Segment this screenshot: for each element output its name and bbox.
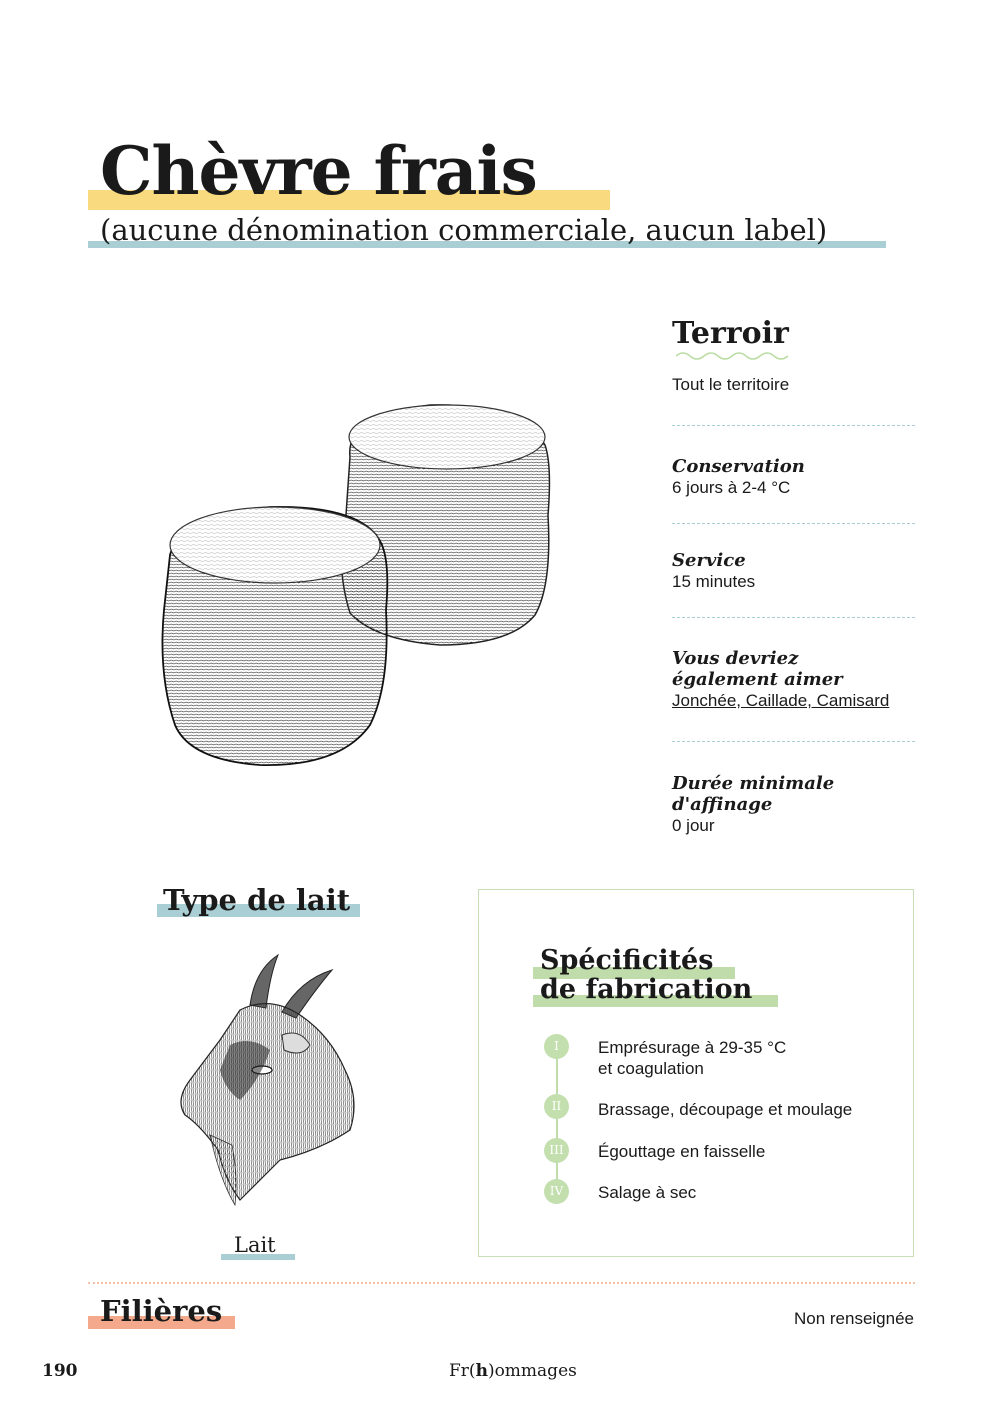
- brand-part-bold: h: [475, 1361, 488, 1381]
- steps-timeline: [556, 1050, 558, 1190]
- brand-part: )ommages: [487, 1361, 577, 1381]
- affinage-label-2: d'affinage: [672, 794, 773, 815]
- affinage-label-1: Durée minimale: [672, 773, 835, 794]
- aimer-label-1: Vous devriez: [672, 648, 799, 669]
- milk-label: Lait: [234, 1233, 276, 1257]
- divider: [672, 523, 915, 524]
- step-text-line: et coagulation: [598, 1059, 704, 1078]
- divider: [672, 617, 915, 618]
- step-text: Brassage, découpage et moulage: [598, 1100, 853, 1119]
- step-badge: II: [544, 1094, 569, 1119]
- milk-heading: Type de lait: [163, 883, 351, 917]
- conservation-value: 6 jours à 2-4 °C: [672, 478, 791, 497]
- affinage-value: 0 jour: [672, 816, 715, 835]
- step-badge: IV: [544, 1179, 569, 1204]
- fabrication-heading-1: Spécificités: [540, 945, 714, 976]
- step-text: Égouttage en faisselle: [598, 1142, 766, 1161]
- terroir-heading: Terroir: [672, 316, 789, 351]
- filieres-heading: Filières: [100, 1294, 223, 1328]
- step-text-line: Emprésurage à 29-35 °C: [598, 1038, 787, 1057]
- conservation-label: Conservation: [672, 456, 805, 477]
- service-label: Service: [672, 550, 746, 571]
- step-badge: I: [544, 1034, 569, 1059]
- page-number: 190: [42, 1361, 78, 1381]
- goat-illustration: [170, 950, 370, 1220]
- brand-name: [449, 1361, 577, 1381]
- brand-part: Fr(: [449, 1361, 476, 1381]
- service-value: 15 minutes: [672, 572, 756, 591]
- step-text: Salage à sec: [598, 1183, 697, 1202]
- aimer-label-2: également aimer: [672, 669, 843, 690]
- wavy-underline: [676, 350, 792, 362]
- aimer-link[interactable]: Jonchée, Caillade, Camisard: [672, 691, 890, 710]
- fabrication-heading-2: de fabrication: [540, 974, 753, 1005]
- divider: [88, 1282, 915, 1284]
- divider: [672, 741, 915, 742]
- terroir-value: Tout le territoire: [672, 375, 790, 394]
- cheese-illustration: [150, 395, 570, 775]
- divider: [672, 425, 915, 426]
- page-subtitle: (aucune dénomination commerciale, aucun label): [100, 213, 828, 247]
- page-title: Chèvre frais: [100, 132, 537, 210]
- step-text: [598, 1037, 868, 1079]
- filieres-value: Non renseignée: [793, 1309, 914, 1328]
- cheese-front: [162, 507, 387, 765]
- step-badge: III: [544, 1138, 569, 1163]
